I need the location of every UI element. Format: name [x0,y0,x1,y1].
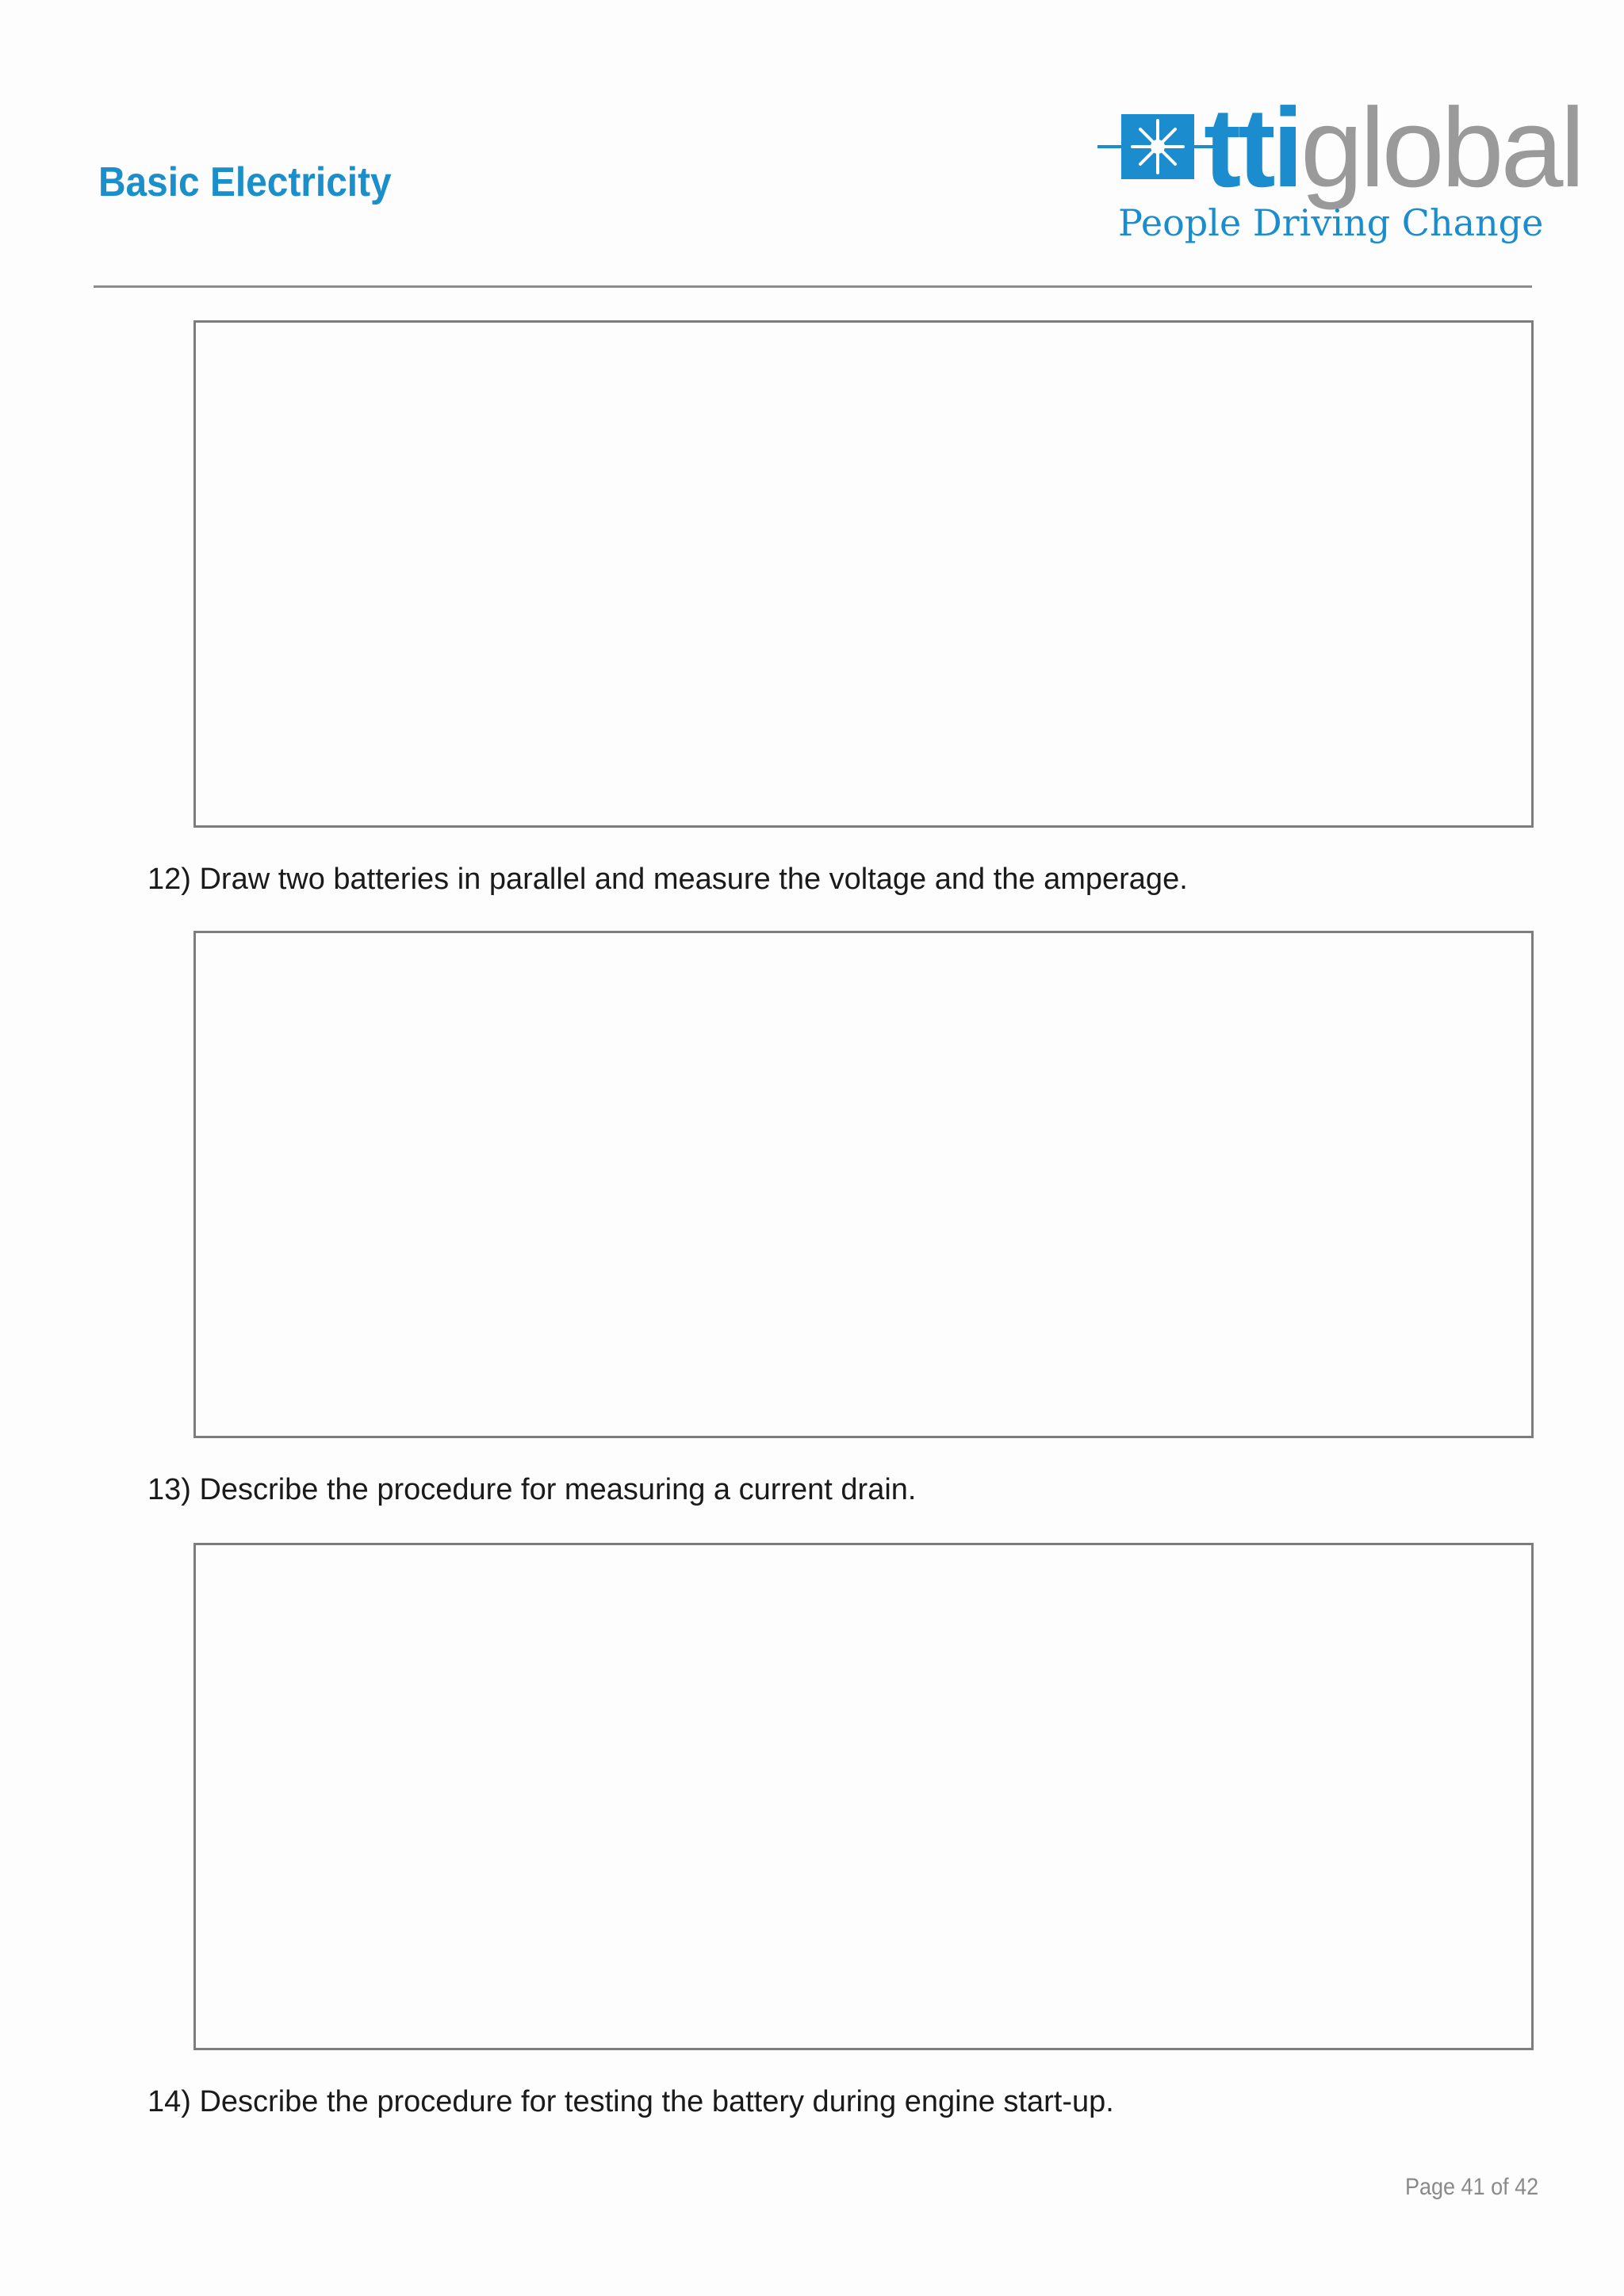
logo-wordmark [1204,85,1583,211]
answer-box-13[interactable] [193,1543,1534,2050]
answer-box-11[interactable] [193,320,1534,828]
logo-wordmark-bold: tti [1204,85,1301,211]
question-14: 14) Describe the procedure for testing the battery during engine start-up. [147,2085,1114,2118]
header-divider [94,285,1532,288]
logo-tagline: People Driving Change [1118,201,1544,244]
document-title: Basic Electricity [98,159,392,205]
answer-box-12[interactable] [193,931,1534,1438]
company-logo [1097,85,1583,263]
logo-wordmark-regular: global [1300,85,1583,211]
page-number: Page 41 of 42 [1405,2174,1539,2200]
question-12: 12) Draw two batteries in parallel and measure the voltage and the amperage. [147,863,1188,896]
question-13: 13) Describe the procedure for measuring a current drain. [147,1473,917,1506]
star-burst-icon [1097,103,1216,190]
